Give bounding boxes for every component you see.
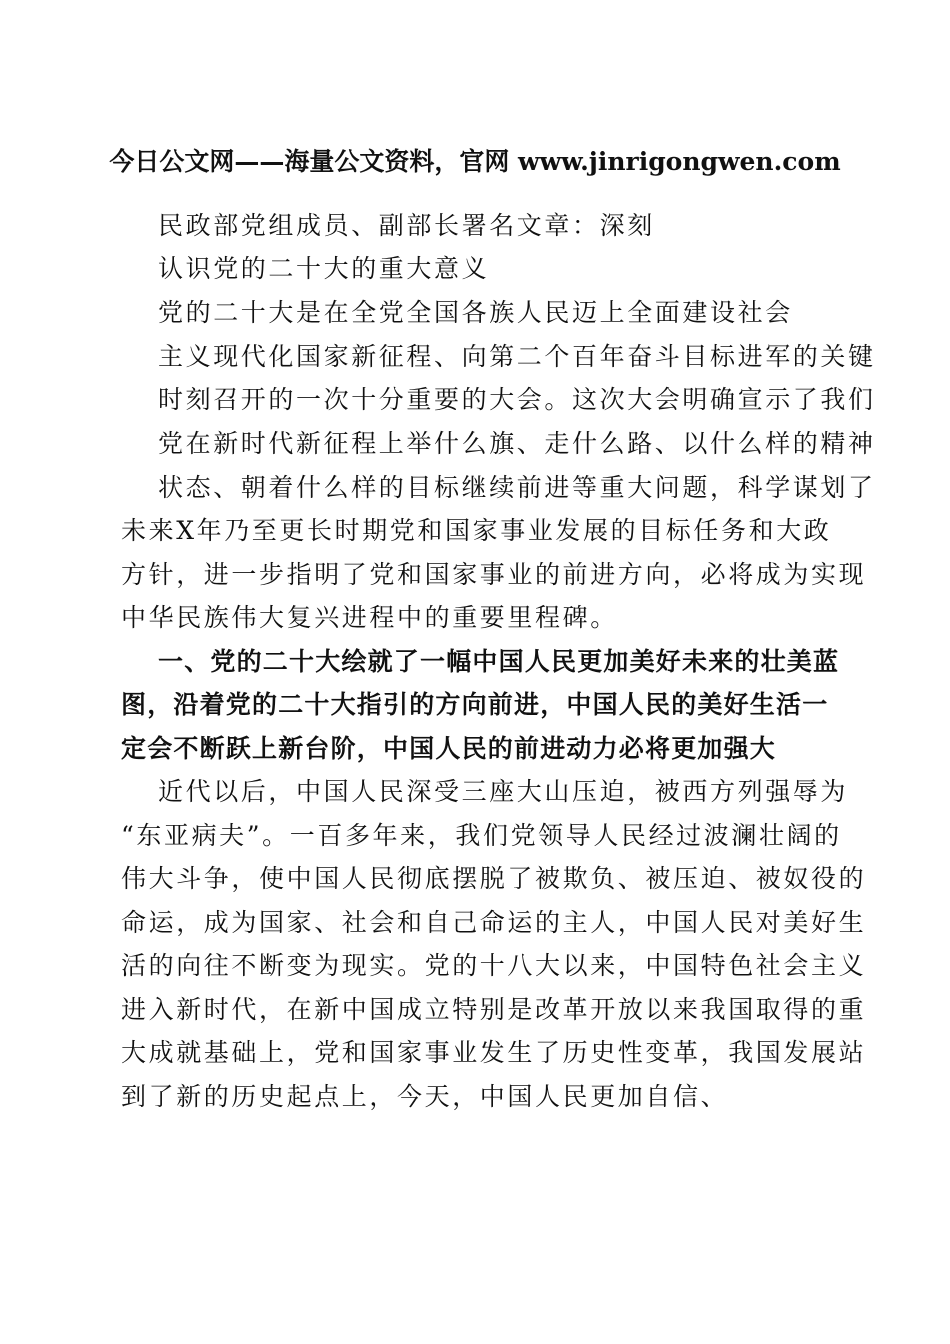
intro-line: 未来X年乃至更长时期党和国家事业发展的目标任务和大政 [121,516,832,545]
section-body-line: 进入新时代，在新中国成立特别是改革开放以来我国取得的重 [121,995,867,1024]
intro-line: 方针，进一步指明了党和国家事业的前进方向，必将成为实现 [121,560,867,589]
intro-line: 状态、朝着什么样的目标继续前进等重大问题，科学谋划了 [158,473,876,502]
intro-line: 中华民族伟大复兴进程中的重要里程碑。 [121,603,618,632]
section-body-line: 命运，成为国家、社会和自己命运的主人，中国人民对美好生 [121,908,867,937]
section-heading-line: 一、党的二十大绘就了一幅中国人民更加美好未来的壮美蓝 [158,647,840,676]
site-banner: 今日公文网——海量公文资料，官网 www.jinrigongwen.com [109,147,841,176]
section-body-line: 到了新的历史起点上，今天，中国人民更加自信、 [121,1082,729,1111]
article-title-line-1: 民政部党组成员、副部长署名文章：深刻 [158,211,655,240]
intro-line: 主义现代化国家新征程、向第二个百年奋斗目标进军的关键 [158,342,876,371]
intro-line: 时刻召开的一次十分重要的大会。这次大会明确宣示了我们 [158,385,876,414]
section-heading-line: 图，沿着党的二十大指引的方向前进，中国人民的美好生活一 [121,690,829,719]
article-title-line-2: 认识党的二十大的重大意义 [158,254,490,283]
intro-line: 党在新时代新征程上举什么旗、走什么路、以什么样的精神 [158,429,876,458]
section-body-line: “东亚病夫”。一百多年来，我们党领导人民经过波澜壮阔的 [121,821,842,850]
section-heading-line: 定会不断跃上新台阶，中国人民的前进动力必将更加强大 [121,734,777,763]
section-body-line: 伟大斗争，使中国人民彻底摆脱了被欺负、被压迫、被奴役的 [121,864,867,893]
intro-line: 党的二十大是在全党全国各族人民迈上全面建设社会 [158,298,793,327]
section-body-line: 近代以后，中国人民深受三座大山压迫，被西方列强辱为 [158,777,849,806]
section-body-line: 大成就基础上，党和国家事业发生了历史性变革，我国发展站 [121,1038,867,1067]
section-body-line: 活的向往不断变为现实。党的十八大以来，中国特色社会主义 [121,951,867,980]
